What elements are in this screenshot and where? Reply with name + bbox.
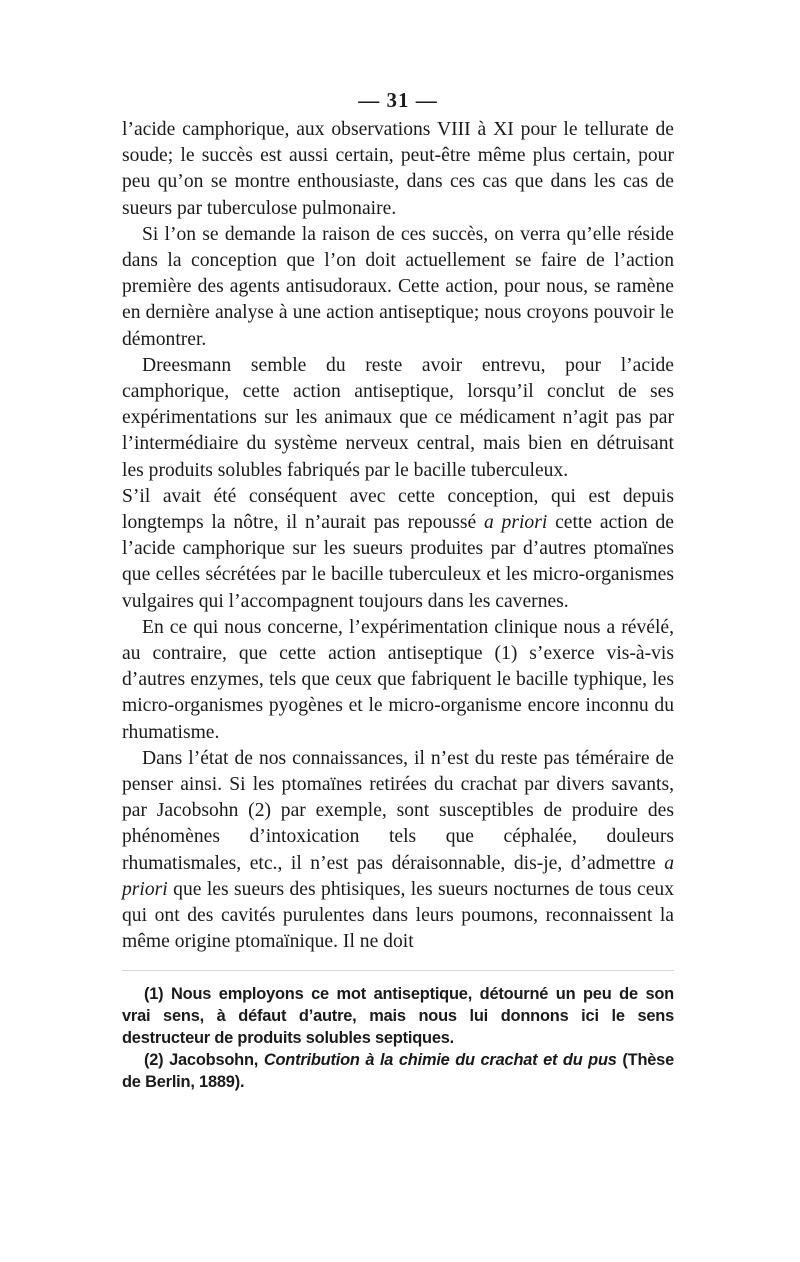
paragraph-4-italic: a priori: [483, 512, 548, 534]
footnotes: [122, 983, 674, 1093]
paragraph-6-italic: a priori: [122, 852, 674, 900]
footnote-1: (1) Nous employons ce mot antiseptique, détourné un peu de son vrai sens, à défaut d’autre, mais nous lui donnons ici le sens destructeur de produits solubles septiques.: [122, 984, 674, 1047]
footnote-divider: [122, 970, 674, 971]
paragraph-3: Dreesmann semble du reste avoir entrevu, pour l’acide camphorique, cette action antiseptique, lorsqu’il conclut de ses expérimentations sur les animaux que ce médicament n’agit pas par l’intermédiaire du système nerveux central, mais bien en détruisant les produits solubles fabriqués par le bacille tuberculeux.: [122, 354, 674, 481]
book-page: [122, 88, 674, 1093]
paragraph-6: [122, 746, 674, 956]
paragraph-4: [122, 484, 674, 615]
paragraph-1: l’acide camphorique, aux observations VIII à XI pour le tellurate de soude; le succès est aussi certain, peut-être même plus certain, pour peu qu’on se montre enthousiaste, dans ces cas que dans les cas de sueurs par tuberculose pulmonaire.: [122, 119, 674, 219]
body-text: [122, 117, 674, 956]
footnote-2-italic: Contribution à la chimie du crachat et du pus: [263, 1050, 617, 1069]
paragraph-2: Si l’on se demande la raison de ces succès, on verra qu’elle réside dans la conception que l’on doit actuellement se faire de l’action première des agents antisudoraux. Cette action, pour nous, se ramène en dernière analyse à une action antiseptique; nous croyons pouvoir le démontrer.: [122, 223, 674, 350]
paragraph-4-text-end: cette action de l’acide camphorique sur les sueurs produites par d’autres ptomaïnes que celles sécrétées par le bacille tuberculeux et les micro-organismes vulgaires qui l’accompagnent toujours dans les cavernes.: [122, 512, 674, 612]
footnote-2-text: (2) Jacobsohn,: [144, 1050, 264, 1069]
footnote-2: [122, 1049, 674, 1093]
paragraph-4-text: S’il avait été conséquent avec cette conception, qui est depuis longtemps la nôtre, il n’aurait pas repoussé: [122, 485, 674, 534]
paragraph-5: En ce qui nous concerne, l’expérimentation clinique nous a révélé, au contraire, que cette action antiseptique (1) s’exerce vis-à-vis d’autres enzymes, tels que ceux que fabriquent le bacille typhique, les micro-organismes pyogènes et le micro-organisme encore inconnu du rhumatisme.: [122, 616, 674, 743]
footnote-2-text-end: (Thèse de Berlin, 1889).: [122, 1050, 674, 1091]
paragraph-6-text: Dans l’état de nos connaissances, il n’est du reste pas téméraire de penser ainsi. Si les ptomaïnes retirées du crachat par divers savants, par Jacobsohn (2) par exemple, sont susceptibles de produire des phénomènes d’intoxication tels que céphalée, douleurs rhumatismales, etc., il n’est pas déraisonnable, dis-je, d’admettre: [122, 747, 674, 874]
paragraph-6-text-end: que les sueurs des phtisiques, les sueurs nocturnes de tous ceux qui ont des cavités purulentes dans leurs poumons, reconnaissent la même origine ptomaïnique. Il ne doit: [122, 878, 674, 953]
page-number: — 31 —: [358, 88, 438, 112]
